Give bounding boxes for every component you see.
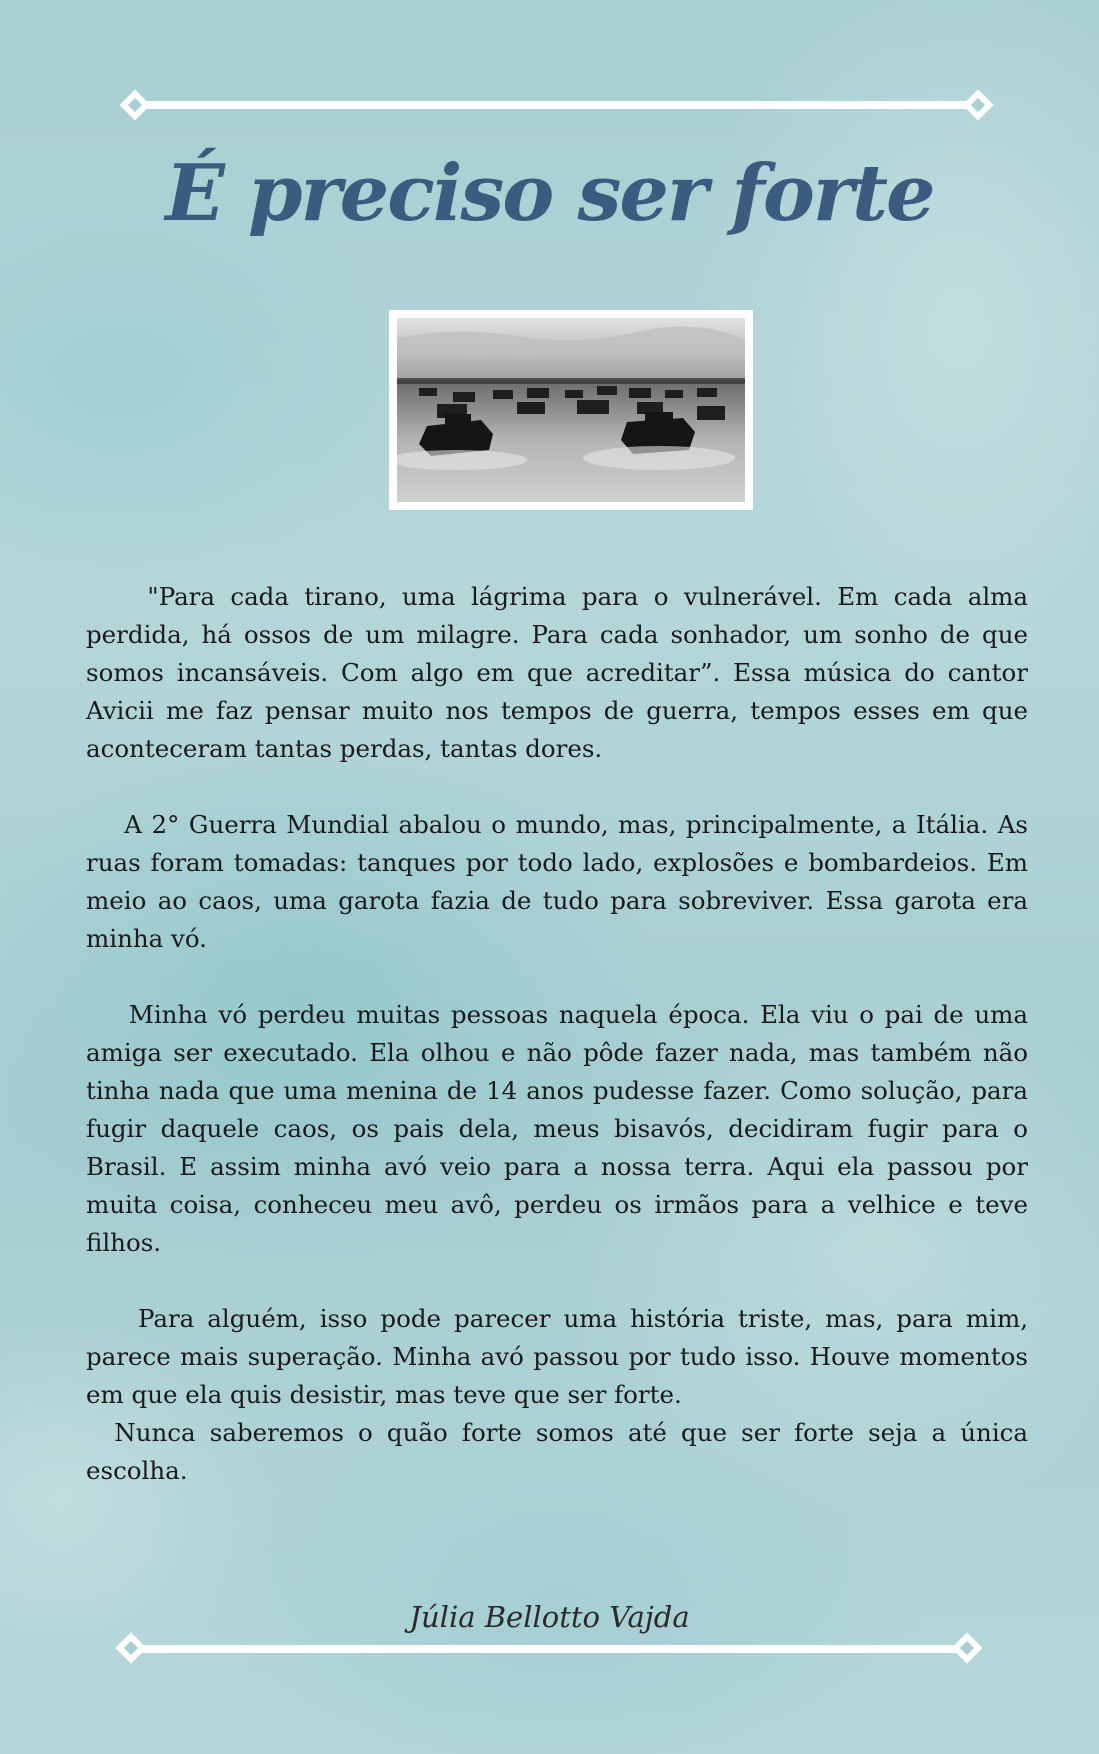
author-signature: Júlia Bellotto Vajda bbox=[409, 1600, 690, 1634]
top-divider-line bbox=[132, 101, 977, 109]
bottom-divider-line bbox=[124, 1645, 976, 1653]
paragraph-5: Nunca saberemos o quão forte somos até que ser forte seja a única escolha. bbox=[86, 1418, 1028, 1485]
page-title: É preciso ser forte bbox=[165, 148, 934, 239]
top-right-diamond-icon bbox=[962, 89, 993, 120]
paragraph-3: Minha vó perdeu muitas pessoas naquela época. Ela viu o pai de uma amiga ser executado. Ela olhou e não pôde fazer nada, mas também não tinha nada que uma menina de 14 anos pudesse fazer. Como solução, para fugir daquele caos, os pais dela, meus bisavós, decidiram fugir para o Brasil. E assim minha avó veio para a nossa terra. Aqui ela passou por muita coisa, conheceu meu avô, perdeu os irmãos para a velhice e teve filhos. bbox=[86, 1000, 1028, 1257]
war-photo-frame bbox=[389, 310, 753, 510]
bottom-left-diamond-icon bbox=[115, 1632, 146, 1663]
top-left-diamond-icon bbox=[119, 89, 150, 120]
article-body bbox=[86, 578, 1028, 1490]
paragraph-2: A 2° Guerra Mundial abalou o mundo, mas, principalmente, a Itália. As ruas foram tomadas: tanques por todo lado, explosões e bombardeios. Em meio ao caos, uma garota fazia de tudo para sobreviver. Essa garota era minha vó. bbox=[86, 810, 1028, 953]
paragraph-1: "Para cada tirano, uma lágrima para o vulnerável. Em cada alma perdida, há ossos de um milagre. Para cada sonhador, um sonho de que somos incansáveis. Com algo em que acreditar”. Essa música do cantor Avicii me faz pensar muito nos tempos de guerra, tempos esses em que aconteceram tantas perdas, tantas dores. bbox=[86, 582, 1028, 763]
tanks-illustration bbox=[397, 318, 745, 502]
tanks-photo bbox=[397, 318, 745, 502]
paragraph-4: Para alguém, isso pode parecer uma história triste, mas, para mim, parece mais superação. Minha avó passou por tudo isso. Houve momentos em que ela quis desistir, mas teve que ser forte. bbox=[86, 1304, 1028, 1409]
bottom-right-diamond-icon bbox=[951, 1632, 982, 1663]
